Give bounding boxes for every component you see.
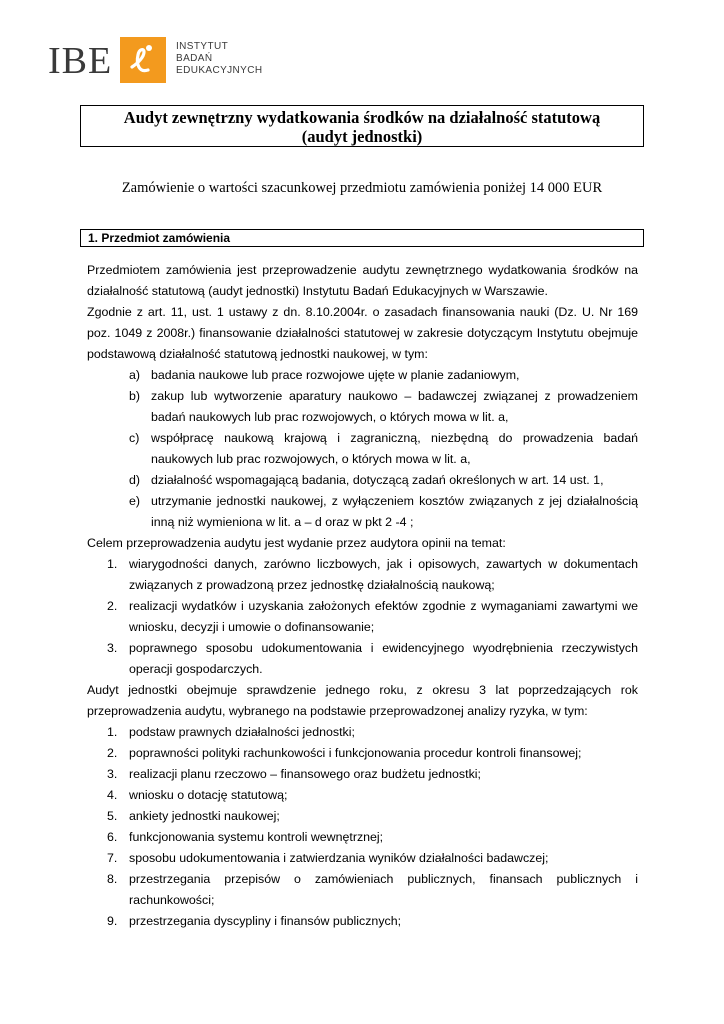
- list-marker: 4.: [107, 788, 118, 802]
- list-item-text: ankiety jednostki naukowej;: [129, 809, 280, 823]
- list-item: [87, 386, 638, 428]
- list-item-text: przestrzegania przepisów o zamówieniach publicznych, finansach publicznych i rachunkowości;: [129, 872, 638, 907]
- logo-letters: IBE: [48, 40, 113, 82]
- list-marker: e): [129, 494, 141, 508]
- list-marker: 7.: [107, 851, 118, 865]
- list-item-text: funkcjonowania systemu kontroli wewnętrznej;: [129, 830, 384, 844]
- list-marker: 1.: [107, 725, 118, 739]
- list-item-text: działalność wspomagającą badania, dotyczącą zadań określonych w art. 14 ust. 1,: [151, 473, 604, 487]
- logo-name-line: BADAŃ: [176, 53, 213, 64]
- document-title-line: (audyt jednostki): [301, 127, 423, 146]
- audit-scope-list: [87, 722, 638, 932]
- list-marker: 5.: [107, 809, 118, 823]
- list-marker: 2.: [107, 599, 118, 613]
- list-marker: d): [129, 473, 141, 487]
- list-item-text: poprawności polityki rachunkowości i funkcjonowania procedur kontroli finansowej;: [129, 746, 582, 760]
- list-item-text: poprawnego sposobu udokumentowania i ewidencyjnego wyodrębnienia rzeczywistych operacji gospodarczych.: [129, 641, 638, 676]
- document-subtitle: Zamówienie o wartości szacunkowej przedmiotu zamówienia poniżej 14 000 EUR: [121, 180, 603, 196]
- list-item-text: utrzymanie jednostki naukowej, z wyłączeniem kosztów związanych z jej działalnością inną niż wymieniona w lit. a – d oraz w pkt 2 -4 ;: [151, 494, 638, 529]
- paragraph: Celem przeprowadzenia audytu jest wydanie przez audytora opinii na temat:: [87, 536, 506, 550]
- logo-icon: [120, 37, 166, 83]
- list-item-text: wniosku o dotację statutową;: [129, 788, 288, 802]
- list-marker: 9.: [107, 914, 118, 928]
- list-item: [87, 848, 638, 869]
- list-item: [87, 491, 638, 533]
- section-heading: 1. Przedmiot zamówienia: [80, 229, 644, 247]
- document-title: [80, 105, 644, 147]
- list-item-text: zakup lub wytworzenie aparatury naukowo – badawczej związanej z prowadzeniem badań naukowych lub prac rozwojowych, o których mowa w lit. a,: [151, 389, 638, 424]
- list-item: [87, 869, 638, 911]
- list-marker: 1.: [107, 557, 118, 571]
- list-item: [87, 554, 638, 596]
- list-item: [87, 827, 638, 848]
- list-item-text: sposobu udokumentowania i zatwierdzania wyników działalności badawczej;: [129, 851, 549, 865]
- paragraph: Audyt jednostki obejmuje sprawdzenie jednego roku, z okresu 3 lat poprzedzających rok przeprowadzenia audytu, wybranego na podstawie przeprowadzonej analizy ryzyka, w tym:: [87, 683, 638, 718]
- list-item: [87, 365, 638, 386]
- financing-scope-list: [87, 365, 638, 533]
- list-item-text: realizacji wydatków i uzyskania założonych efektów zgodnie z wymaganiami zawartymi we wniosku, decyzji i umowie o dofinansowanie;: [129, 599, 638, 634]
- logo-swirl-icon: [120, 37, 166, 83]
- list-marker: b): [129, 389, 141, 403]
- list-item: [87, 743, 638, 764]
- list-item: [87, 785, 638, 806]
- list-item: [87, 596, 638, 638]
- list-item-text: podstaw prawnych działalności jednostki;: [129, 725, 355, 739]
- list-item-text: badania naukowe lub prace rozwojowe ujęte w planie zadaniowym,: [151, 368, 520, 382]
- list-item: [87, 428, 638, 470]
- list-item: [87, 638, 638, 680]
- list-item: [87, 806, 638, 827]
- logo-name-line: INSTYTUT: [176, 41, 229, 52]
- list-marker: 8.: [107, 872, 118, 886]
- audit-goal-list: [87, 554, 638, 680]
- list-item-text: realizacji planu rzeczowo – finansowego oraz budżetu jednostki;: [129, 767, 481, 781]
- list-marker: 2.: [107, 746, 118, 760]
- list-item-text: wiarygodności danych, zarówno liczbowych, jak i opisowych, zawartych w dokumentach związanych z prowadzoną przez jednostkę działalnością naukową;: [129, 557, 638, 592]
- list-marker: 3.: [107, 641, 118, 655]
- paragraph: Zgodnie z art. 11, ust. 1 ustawy z dn. 8.10.2004r. o zasadach finansowania nauki (Dz. U. Nr 169 poz. 1049 z 2008r.) finansowanie działalności statutowej w zakresie dotyczącym Instytutu obejmuje podstawową działalność statutową jednostki naukowej, w tym:: [87, 305, 638, 361]
- list-marker: 6.: [107, 830, 118, 844]
- list-item-text: przestrzegania dyscypliny i finansów publicznych;: [129, 914, 402, 928]
- list-marker: 3.: [107, 767, 118, 781]
- logo-name: [176, 41, 262, 77]
- list-item: [87, 764, 638, 785]
- list-item: [87, 911, 638, 932]
- document-body: [87, 260, 638, 932]
- list-item-text: współpracę naukową krajową i zagraniczną, niezbędną do prowadzenia badań naukowych lub prac rozwojowych, o których mowa w lit. a,: [151, 431, 638, 466]
- logo-name-line: EDUKACYJNYCH: [176, 65, 263, 76]
- document-title-line: Audyt zewnętrzny wydatkowania środków na działalność statutową: [123, 108, 601, 127]
- list-item: [87, 470, 638, 491]
- paragraph: Przedmiotem zamówienia jest przeprowadzenie audytu zewnętrznego wydatkowania środków na działalność statutową (audyt jednostki) Instytutu Badań Edukacyjnych w Warszawie.: [87, 263, 638, 298]
- list-item: [87, 722, 638, 743]
- list-marker: a): [129, 368, 141, 382]
- list-marker: c): [129, 431, 140, 445]
